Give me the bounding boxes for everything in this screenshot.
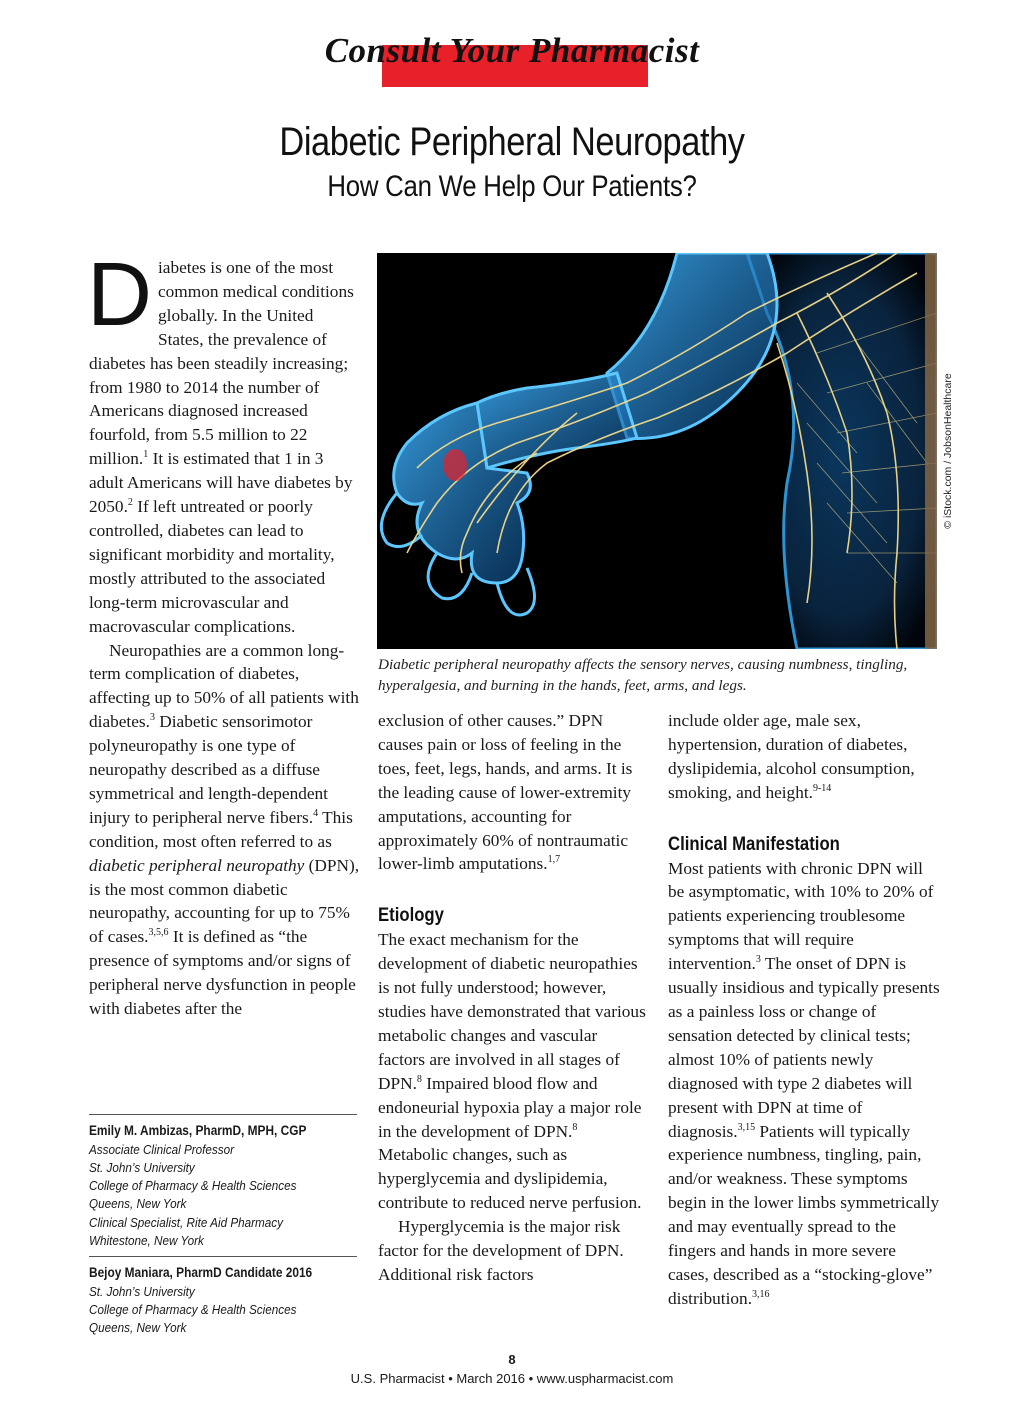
citation: 3,15 bbox=[737, 1121, 756, 1133]
author-affiliation: College of Pharmacy & Health Sciences bbox=[89, 1178, 297, 1194]
citation: 3 bbox=[149, 712, 155, 724]
page-footer: U.S. Pharmacist • March 2016 • www.uspharmacist.com bbox=[350, 1371, 674, 1386]
author-affiliation: Queens, New York bbox=[89, 1196, 187, 1212]
masthead bbox=[0, 30, 1024, 72]
drop-cap: D bbox=[87, 245, 152, 345]
citation: 1 bbox=[143, 449, 149, 461]
author-2 bbox=[89, 1257, 357, 1343]
author-1 bbox=[89, 1115, 357, 1256]
citation: 8 bbox=[572, 1121, 578, 1133]
author-affiliation: Clinical Specialist, Rite Aid Pharmacy bbox=[89, 1214, 284, 1230]
masthead-title: Consult Your Pharmacist bbox=[324, 31, 700, 70]
citation: 4 bbox=[313, 807, 319, 819]
nerve-illustration bbox=[377, 253, 937, 649]
column-3 bbox=[668, 709, 940, 1311]
author-affiliation: St. John’s University bbox=[89, 1159, 195, 1175]
author-affiliation: Whitestone, New York bbox=[89, 1232, 204, 1248]
paragraph: Most patients with chronic DPN will be asymptomatic, with 10% to 20% of patients experiencing troublesome symptoms that will require intervention.$^3$ The onset of DPN is usually insidious and typically presents as a painless loss or change of sensation detected by clinical tests; almost 10% of patients newly diagnosed with type 2 diabetes will present with DPN at time of diagnosis.$^{3,15}$ Patients will typically experience numbness, tingling, pain, and/or weakness. These symptoms begin in the lower limbs symmetrically and may eventually spread to the fingers and hands in more severe cases, described as a “stocking-glove” distribution.$^{3,16}$ bbox=[668, 858, 940, 1308]
author-name: Emily M. Ambizas, PharmD, MPH, CGP bbox=[89, 1123, 307, 1138]
intro-paragraph-1: Diabetes is one of the most common medical conditions globally. In the United States, the prevalence of diabetes has been steadily increasing; from 1980 to 2014 the number of Americans diagnosed increased fourfold, from 5.5 million to 22 million.$^1$ It is estimated that 1 in 3 adult Americans will have diabetes by 2050.$^2$ If left untreated or poorly controlled, diabetes can lead to significant morbidity and mortality, mostly attributed to the associated long-term microvascular and macrovascular complications. bbox=[87, 245, 354, 636]
article-subtitle: How Can We Help Our Patients? bbox=[327, 170, 697, 203]
author-affiliation: St. John’s University bbox=[89, 1283, 195, 1299]
photo-credit: © iStock.com / JobsonHealthcare bbox=[942, 373, 954, 529]
citation: 9-14 bbox=[812, 782, 832, 794]
paragraph: exclusion of other causes.” DPN causes pain or loss of feeling in the toes, feet, legs, hands, and arms. It is the leading cause of lower-extremity amputations, accounting for approximately 60% of nontraumatic lower-limb amputations.$^{1,7}$ bbox=[378, 711, 633, 874]
paragraph: Hyperglycemia is the major risk factor for the development of DPN. Additional risk factors bbox=[378, 1217, 624, 1284]
author-affiliation: Associate Clinical Professor bbox=[89, 1141, 235, 1157]
section-heading-etiology: Etiology bbox=[378, 905, 444, 927]
citation: 3,16 bbox=[752, 1288, 770, 1300]
citation: 3 bbox=[755, 954, 761, 966]
paragraph: include older age, male sex, hypertension, duration of diabetes, dyslipidemia, alcohol consumption, smoking, and height.$^{9-14}$ bbox=[668, 711, 915, 802]
section-heading-clinical-manifestation: Clinical Manifestation bbox=[668, 833, 840, 855]
author-affiliation: College of Pharmacy & Health Sciences bbox=[89, 1302, 297, 1318]
column-2 bbox=[378, 709, 646, 1287]
arm-nerves-image bbox=[377, 253, 937, 649]
citation: 3,5,6 bbox=[148, 927, 169, 939]
figure-caption: Diabetic peripheral neuropathy affects the sensory nerves, causing numbness, tingling, hyperalgesia, and burning in the hands, feet, arms, and legs. bbox=[378, 656, 908, 694]
intro-paragraph-2: Neuropathies are a common long-term complication of diabetes, affecting up to 50% of all patients with diabetes.$^3$ Diabetic sensorimotor polyneuropathy is one type of neuropathy described as a diffuse symmetrical and length-dependent injury to peripheral nerve fibers.$^4$ This condition, most often referred to as diabetic peripheral neuropathy (DPN), is the most common diabetic neuropathy, accounting for up to 75% of cases.$^{3,5,6}$ It is defined as “the presence of symptoms and/or signs of peripheral nerve dysfunction in people with diabetes after the bbox=[89, 640, 360, 1019]
citation: 8 bbox=[416, 1073, 422, 1085]
author-name: Bejoy Maniara, PharmD Candidate 2016 bbox=[89, 1265, 313, 1281]
article-title: Diabetic Peripheral Neuropathy bbox=[279, 120, 745, 164]
citation: 2 bbox=[127, 497, 133, 509]
page-number: 8 bbox=[508, 1352, 516, 1367]
citation: 1,7 bbox=[547, 854, 561, 866]
author-affiliation: Queens, New York bbox=[89, 1320, 187, 1336]
paragraph: The exact mechanism for the development of diabetic neuropathies is not fully understood; however, studies have demonstrated that various metabolic changes and vascular factors are involved in all stages of DPN.$^8$ Impaired blood flow and endoneurial hypoxia play a major role in the development of DPN.$^8$ Metabolic changes, such as hyperglycemia and dyslipidemia, contribute to reduced nerve perfusion. bbox=[378, 930, 646, 1213]
column-1 bbox=[87, 245, 361, 1021]
author-info bbox=[89, 1114, 357, 1344]
